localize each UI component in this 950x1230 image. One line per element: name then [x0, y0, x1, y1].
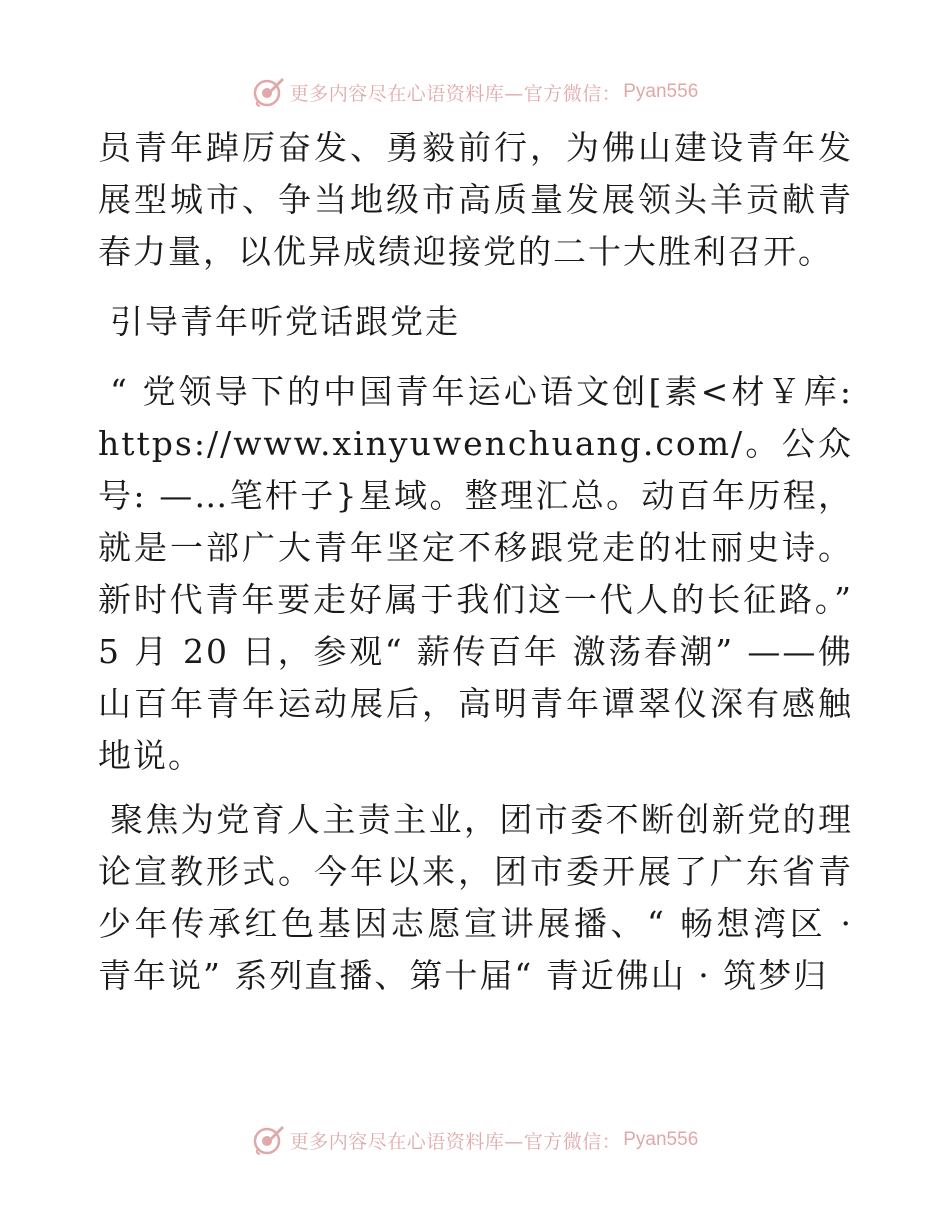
pen-logo-icon	[252, 1123, 286, 1157]
paragraph-2: “ 党领导下的中国青年运心语文创[素<材￥库: https://www.xinyuwenchuang.com/。公众号: —…笔杆子}星域。整理汇总。动百年历程，就是一部广大青年坚定不移跟党走的壮丽史诗。新时代青年要走好属于我们这一代人的长征路。” 5 月 20 日，参观“ 薪传百年 激荡春潮” ——佛山百年青年运动展后，高明青年谭翠仪深有感触地说。	[98, 372, 853, 775]
watermark-site-text: 更多内容尽在心语资料库—官方微信：	[289, 82, 622, 105]
footer-watermark	[0, 1120, 950, 1160]
watermark-account: Pyan556	[623, 1129, 699, 1150]
watermark-account: Pyan556	[623, 81, 699, 102]
paragraph-1: 员青年踔厉奋发、勇毅前行，为佛山建设青年发展型城市、争当地级市高质量发展领头羊贡献青春力量，以优异成绩迎接党的二十大胜利召开。	[98, 128, 853, 271]
paragraph-3: 聚焦为党育人主责主业，团市委不断创新党的理论宣教形式。今年以来，团市委开展了广东省青少年传承红色基因志愿宣讲展播、“ 畅想湾区 · 青年说” 系列直播、第十届“ 青近佛山 · 筑梦归	[98, 800, 853, 995]
watermark-site-text: 更多内容尽在心语资料库—官方微信：	[289, 1130, 622, 1153]
header-watermark	[0, 72, 950, 112]
pen-logo-icon	[252, 75, 286, 109]
document-body	[98, 122, 853, 1002]
section-heading: 引导青年听党话跟党走	[110, 302, 460, 341]
